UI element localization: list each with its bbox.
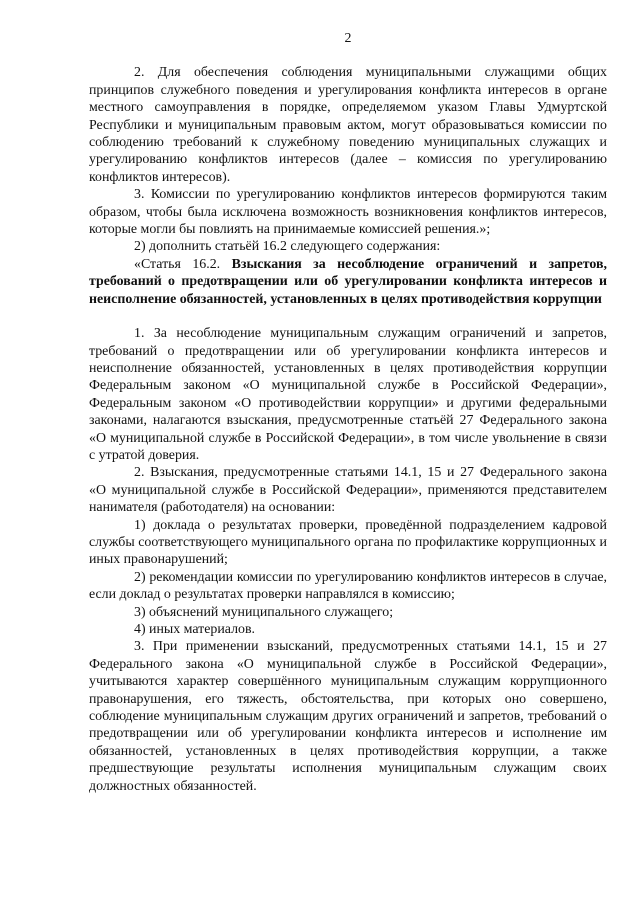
list-item-other-materials: 4) иных материалов.: [134, 622, 255, 637]
paragraph-penalties-1: 1. За несоблюдение муниципальным служащим ограничений и запретов, требований о предотвращении или об урегулировании конфликта интересов и неисполнение обязанностей, установленных в целях противодействия коррупции Федеральным законом «О муниципальной службе в Российской Федерации», Федеральным законом «О противодействии коррупции» и другими федеральными законами, налагаются взыскания, предусмотренные статьёй 27 Федерального закона «О муниципальной службе в Российской Федерации», в том числе увольнение в связи с утратой доверия.: [89, 326, 607, 463]
list-item-recommendation: 2) рекомендации комиссии по урегулированию конфликтов интересов в случае, если доклад о результатах проверки направлялся в комиссию;: [89, 569, 607, 603]
paragraph-amendment-intro: 2) дополнить статьёй 16.2 следующего содержания:: [134, 239, 441, 255]
paragraph-penalties-2: 2. Взыскания, предусмотренные статьями 14.1, 15 и 27 Федерального закона «О муниципальной службе в Российской Федерации», применяются представителем нанимателя (работодателя) на основании:: [89, 465, 607, 516]
article-heading: [89, 256, 607, 308]
list-item-report: 1) доклада о результатах проверки, проведённой подразделением кадровой службы соответствующего муниципального органа по профилактике коррупционных и иных правонарушений;: [89, 517, 607, 568]
paragraph-commission-composition: 3. Комиссии по урегулированию конфликтов интересов формируются таким образом, чтобы была исключена возможность возникновения конфликтов интересов, которые могли бы повлиять на принимаемые комиссией решения.»;: [89, 187, 607, 238]
article-number: «Статья 16.2.: [134, 256, 221, 272]
paragraph-commission-formation: 2. Для обеспечения соблюдения муниципальными служащими общих принципов служебного поведения и урегулирования конфликта интересов в органе местного самоуправления в порядке, определяемом указом Главы Удмуртской Республики и муниципальным правовым актом, могут образовываться комиссии по соблюдению требований к служебному поведению муниципальных служащих и урегулированию конфликтов интересов (далее – комиссия по урегулированию конфликтов интересов).: [89, 65, 607, 185]
spacer: [89, 308, 607, 325]
list-item-explanations: 3) объяснений муниципального служащего;: [134, 604, 394, 620]
paragraph-penalties-3: 3. При применении взысканий, предусмотренных статьями 14.1, 15 и 27 Федерального закона «О муниципальной службе в Российской Федерации», учитываются характер совершённого муниципальным служащим коррупционного правонарушения, его тяжесть, обстоятельства, при которых оно совершено, соблюдение муниципальным служащим других ограничений и запретов, требований о предотвращении или об урегулировании конфликта интересов и исполнение им обязанностей, установленных в целях противодействия коррупции, а также предшествующие результаты исполнения муниципальным служащим своих должностных обязанностей.: [89, 639, 607, 794]
page-number: 2: [344, 31, 352, 46]
article-title: Взыскания за несоблюдение ограничений и запретов, требований о предотвращении или об урегулировании конфликта интересов и неисполнение обязанностей, установленных в целях противодействия коррупции: [89, 256, 607, 307]
